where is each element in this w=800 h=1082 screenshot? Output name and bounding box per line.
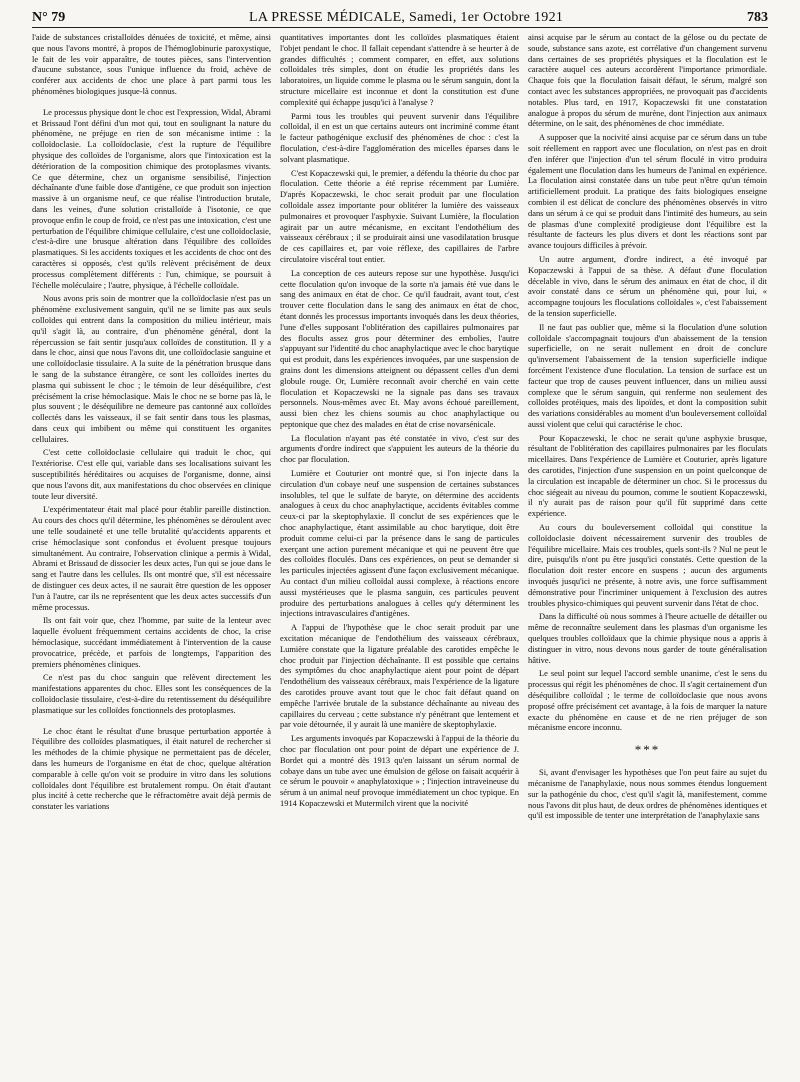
page-number: 783 — [747, 10, 768, 25]
paragraph: Un autre argument, d'ordre indirect, a été invoqué par Kopaczewski à l'appui de sa thèse. A défaut d'une floculation décelable in vivo, dans le sérum des animaux en état de choc, il dit avoir constaté dans ce sérum un phénomène qui, pour lui, « accompagne toujours les floculations colloïdales », c'est l'abaissement de la tension superficielle. — [528, 253, 767, 318]
paragraph: Le choc étant le résultat d'une brusque perturbation apportée à l'équilibre des colloïdes plasmatiques, il était naturel de rechercher si les méthodes de la chimie physique ne permettaient pas de déceler, dans les humeurs de l'organisme en état de choc, quelque altération comparable à celle qu'on voit se produire in vitro dans les solutions colloïdales dont l'équilibre est brutalement rompu. On était d'autant plus incité à cette recherche que le réfractomètre avait déjà permis de constater les variations — [32, 725, 271, 812]
paragraph: Dans la difficulté où nous sommes à l'heure actuelle de détailler ou même de reconnaître seulement dans les plasmas d'un organisme les quelques troubles colloïdaux que la chimie physique nous a appris à distinguer in vitro, nous devons nous garder de toute généralisation hâtive. — [528, 611, 767, 665]
paragraph: Ce n'est pas du choc sanguin que relèvent directement les manifestations apparentes du choc. Elles sont les conséquences de la colloïdoclasie tissulaire, c'est-à-dire du retentissement du déséquilibre plasmatique sur les colloïdes fonctionnels des protoplasmes. — [32, 672, 271, 715]
paragraph: C'est cette colloïdoclasie cellulaire qui traduit le choc, qui l'extériorise. C'est elle qui, variable dans ses localisations suivant les susceptibilités héréditaires ou acquises de l'organisme, donne, ainsi que nous l'avons dit, aux manifestations du choc observées en clinique toute leur diversité. — [32, 447, 271, 501]
paragraph: Parmi tous les troubles qui peuvent survenir dans l'équilibre colloïdal, il en est un que certains auteurs ont incriminé comme étant le facteur pathogénique exclusif des phénomènes de choc : c'est la floculation, c'est-à-dire l'agglomération des micelles éparses dans le solvant plasmatique. — [280, 110, 519, 164]
paragraph: Ils ont fait voir que, chez l'homme, par suite de la lenteur avec laquelle évoluent fréquemment certains accidents de choc, la crise hémoclasique, succédant immédiatement à l'intervention de la cause provocatrice, précède, et parfois de longtemps, l'apparition des premiers phénomènes cliniques. — [32, 615, 271, 669]
paragraph: A supposer que la nocivité ainsi acquise par ce sérum dans un tube soit réellement en rapport avec une floculation, on n'est pas en droit d'en inférer que l'injection d'un tel sérum floculé in vitro produira également une floculation dans les humeurs de l'animal en expérience. La floculation ainsi constatée dans un tube peut n'être qu'un témoin artificiellement produit. La pratique des faits biologiques enseigne combien il est délicat de conclure des phénomènes observés in vitro dans un sérum à ce qui se produit dans l'intimité des humeurs, au sein de plasmas d'une complexité prodigieuse dont l'équilibre est la résultante de facteurs les plus divers et dont les réactions sont par avance toujours difficiles à prévoir. — [528, 132, 767, 251]
article-body — [32, 32, 768, 1072]
journal-title: LA PRESSE MÉDICALE, Samedi, 1er Octobre 1921 — [249, 10, 564, 25]
paragraph: ainsi acquise par le sérum au contact de la gélose ou du pectate de soude, substance sans azote, est corrélative d'un changement survenu dans certaines de ses propriétés physiques et la floculation est le caractère auquel ces auteurs accordèrent l'importance primordiale. Chaque fois que la floculation faisait défaut, le sérum, malgré son contact avec les substances appropriées, ne provoquait pas d'accidents notables. Plus tard, en 1917, Kopaczewski fit une constatation analogue à propos du sérum de murène, dont l'injection aux animaux détermine, on le sait, des phénomènes de choc immédiate. — [528, 32, 767, 129]
paragraph: Il ne faut pas oublier que, même si la floculation d'une solution colloïdale s'accompagnait toujours d'un abaissement de la tension superficielle, on ne serait nullement en droit de conclure qu'inversement l'abaissement de la tension superficielle indique forcément l'existence d'une floculation. La tension de surface est un facteur que trop de causes peuvent influencer, dans un milieu aussi complexe que le sérum sanguin, qui renferme non seulement des colloïdes protéiques, mais des lipoïdes, et dont la composition subit des variations considérables au moment d'un bouleversement colloïdal aussi violent que celui qui caractérise le choc. — [528, 321, 767, 429]
paragraph: La conception de ces auteurs repose sur une hypothèse. Jusqu'ici cette floculation qu'on invoque de la sorte n'a jamais été vue dans le sang des animaux en état de choc. Ce qu'il faudrait, avant tout, c'est trouver cette floculation dans le sang des animaux en état de choc, étant donnés les processus importants invoqués dans les deux théories, l'une d'elles supposant l'oblitération des capillaires pulmonaires par des flocults assez gros pour déterminer des embolies, l'autre s'appuyant sur l'identité du choc anaphylactique avec le choc barytique qui est produit, dans les expériences invoquées, par une suspension de grains dont les dimensions atteignent ou dépassent celles d'un demi globule rouge. Or, Lumière reconnaît avoir cherché en vain cette floculation et Kopaczewski ne la signale pas dans ses travaux personnels. Nous-mêmes avec Et. May avons échoué pareillement, aussi bien chez les chiens soumis au choc anaphylactique ou peptonique que chez des malades en état de crise novarsénicale. — [280, 267, 519, 429]
paragraph: Au cours du bouleversement colloïdal qui constitue la colloïdoclasie doivent nécessairement survenir des troubles de l'équilibre micellaire. Mais ces troubles, quels sont-ils ? Nul ne peut le dire, puisqu'ils n'ont pu être jusqu'ici constatés. Cette question de la floculation doit rester encore en suspens ; aucun des arguments invoqués jusqu'ici ne présente, à notre avis, une force suffisamment démonstrative pour l'incriminer uniquement à l'exclusion des autres troubles physico-chimiques qui peuvent survenir dans l'état de choc. — [528, 522, 767, 608]
paragraph: Pour Kopaczewski, le choc ne serait qu'une asphyxie brusque, résultant de l'oblitération des capillaires pulmonaires par les floculats micellaires. Dans l'expérience de Lumière et Couturier, après ligature des carotides, l'injection d'une suspension en un point quelconque de la circulation est incapable de déterminer un choc. Si le processus du choc siégeait au niveau du poumon, comme le soutient Kopaczewski, il n'y aurait pas de raison pour qu'il fût supprimé dans cette expérience. — [528, 432, 767, 519]
issue-number: N° 79 — [32, 10, 66, 25]
paragraph: Les arguments invoqués par Kopaczewski à l'appui de la théorie du choc par floculation ont pour point de départ une expérience de J. Bordet qui a montré dès 1913 qu'en laissant un sérum normal de cobaye dans un tube avec une émulsion de gélose on faisait acquérir à ce sérum le pouvoir « anaphylatoxique » ; l'injection intraveineuse du sérum à un animal neuf provoque immédiatement un choc typique. En 1914 Kopaczewski et Mutermilch virent que la nocivité — [280, 733, 519, 808]
paragraph: C'est Kopaczewski qui, le premier, a défendu la théorie du choc par floculation. Cette théorie a été reprise récemment par Lumière. D'après Kopaczewski, le choc serait produit par une floculation colloïdale assez importante pour oblitérer la lumière des vaisseaux pulmonaires et provoquer l'asphyxie. Suivant Lumière, la floculation agirait par un autre mécanisme, en excitant l'endothélium des vaisseaux cérébraux ; il se produirait ainsi une vasodilatation brusque de ces capillaires et, par voie réflexe, des capillaires de l'arbre circulatoire viscéral tout entier. — [280, 167, 519, 264]
paragraph: La floculation n'ayant pas été constatée in vivo, c'est sur des arguments d'ordre indirect que s'appuient les auteurs de la théorie du choc par floculation. — [280, 432, 519, 465]
page-header — [32, 6, 768, 26]
paragraph: L'expérimentateur était mal placé pour établir pareille distinction. Au cours des chocs qu'il détermine, les phénomènes se déroulent avec une telle soudaineté et une telle brutalité qu'accidents apparents et crise hémoclasique sont confondus et évoluent presque toujours simultanément. Au contraire, l'observation clinique a permis à Widal, Abrami et Brissaud de dissocier les deux actes, l'un qui se joue dans le sang et l'autre dans les cellules. Ils ont montré que, s'il est nécessaire de distinguer ces deux actes, il ne saurait être question de les opposer l'un à l'autre, car ils ne représentent que les deux actes successifs d'un même processus. — [32, 504, 271, 612]
paragraph: Nous avons pris soin de montrer que la colloïdoclasie n'est pas un phénomène exclusivement sanguin, qu'il ne se limite pas aux seuls colloïdes qui entrent dans la composition du milieu intérieur, mais qu'il s'agit là, au contraire, d'un phénomène général, dont la répercussion se fait sentir jusqu'aux colloïdes de constitution. Il y a dans le choc, ainsi que nous l'avons dit, une colloïdoclasie sanguine et une colloïdoclasie tissulaire. A la suite de la pénétration brusque dans le sang de la substance étrangère, ce sont les colloïdes inertes du plasma qui subissent le choc ; le témoin de leur déséquilibre, c'est précisément la crise hémoclasique. Mais le choc ne se borne pas là, le plus souvent ; le déséquilibre ne demeure pas cantonné aux colloïdes collectés dans les vaisseaux, il se fait sentir dans tous les plasmas, dans ceux qui imbibent ou même qui constituent les organites cellulaires. — [32, 293, 271, 444]
paragraph: A l'appui de l'hypothèse que le choc serait produit par une excitation mécanique de l'endothélium des vaisseaux cérébraux, Lumière constate que la ligature préalable des carotides empêche le choc produit par l'injection déchaînante. Il est possible que certains des symptômes du choc anaphylactique aient pour point de départ l'endothélium des vaisseaux cérébraux, mais l'expérience de la ligature des carotides prouve avant tout que le choc fait défaut quand on empêche l'arrivée brutale de la substance déchaînante au niveau des capillaires du cerveau ; cette substance n'y pénétrant que lentement et par voie détournée, il y aurait là une manière de skeptophylaxie. — [280, 622, 519, 730]
header-rule — [32, 27, 768, 28]
paragraph: quantitatives importantes dont les colloïdes plasmatiques étaient l'objet pendant le choc. Il fallait cependant s'attendre à se heurter à de grandes difficultés ; comment comparer, en effet, aux solutions colloïdales très simples, dont on étudie les propriétés dans les laboratoires, un liquide comme le plasma ou le sérum sanguin, dont la structure micellaire est inconnue et dont la constitution est d'une complexité qui échappe jusqu'ici à l'analyse ? — [280, 32, 519, 107]
paragraph: Le processus physique dont le choc est l'expression, Widal, Abrami et Brissaud l'ont défini d'un mot qui, tout en soulignant la nature du phénomène, ne préjuge en rien de son mécanisme intime : la colloïdoclasie. La colloïdoclasie, c'est la rupture de l'équilibre physique des colloïdes de l'organisme, alors que l'intoxication est la détérioration de la composition chimique des protoplasmes vivants. Ce que détermine, chez un organisme sensibilisé, l'injection déchaînante d'une faible dose d'antigène, ce que produit son injection massive à un organisme neuf, ce que réalise l'introduction brutale, dans les veines, d'une solution cristalloïde à l'isotonie, ce que provoque enfin le coup de froid, ce n'est pas une intoxication, c'est une perturbation de l'équilibre chimique cellulaire, c'est une colloïdoclasie, c'est-à-dire une brusque altération dans l'équilibre des colloïdes plasmatiques. Si les accidents toxiques et les accidents de choc ont des caractères si opposés, c'est qu'ils relèvent précisément de deux processus complètement différents : l'un, chimique, se poursuit à l'échelle moléculaire ; l'autre, physique, à l'échelle colloïdale. — [32, 106, 271, 290]
column-3 — [528, 32, 767, 1072]
paragraph: Lumière et Couturier ont montré que, si l'on injecte dans la circulation d'un cobaye neuf une suspension de certaines substances insolubles, tel que le sulfate de baryte, on détermine des accidents analogues à ceux du choc anaphylactique, accidents évitables comme ceux-ci par la skeptophylaxie. Il conclut de ses expériences que le choc anaphylactique, étant assimilable au choc barytique, doit être produit comme celui-ci par la présence dans le sang de particules exerçant une action purement mécanique et qui ne peuvent être que des colloïdes floculés. Dans ces expériences, on peut se demander si les particules injectées agissent d'une façon exclusivement mécanique. Au contact d'un milieu colloïdal aussi complexe, à réactions encore aussi mystérieuses que le plasma sanguin, ces particules peuvent produire des perturbations analogues à celles qu'y déterminent les injections intravasculaires d'antigènes. — [280, 468, 519, 619]
column-2 — [280, 32, 519, 1072]
paragraph: l'aide de substances cristalloïdes dénuées de toxicité, et même, ainsi que nous l'avons montré, à propos de l'hémoglobinurie paroxystique, le fait de les voir apparaître, de toutes pièces, sans l'intervention d'aucune substance, sous l'unique influence du froid, achève de conférer aux accidents de choc une place à part parmi tous les phénomènes biologiques jusque-là connus. — [32, 32, 271, 96]
paragraph: Si, avant d'envisager les hypothèses que l'on peut faire au sujet du mécanisme de l'anaphylaxie, nous nous sommes étendus longuement sur la pathogénie du choc, c'est qu'il s'agit là, manifestement, comme nous l'avons dit plus haut, de deux ordres de phénomènes identiques et qu'il est impossible de tenter une interprétation de l'anaphylaxie sans — [528, 767, 767, 821]
section-break-asterism: *** — [634, 742, 661, 758]
paragraph: Le seul point sur lequel l'accord semble unanime, c'est le sens du processus qui régit les phénomènes de choc. Il s'agit certainement d'un déséquilibre colloïdal ; le terme de colloïdoclasie que nous avons proposé offre précisément cet avantage, à la fois de marquer la nature exacte du phénomène en cause et de ne rien préjuger de son mécanisme encore inconnu. — [528, 668, 767, 733]
column-1 — [32, 32, 271, 1072]
